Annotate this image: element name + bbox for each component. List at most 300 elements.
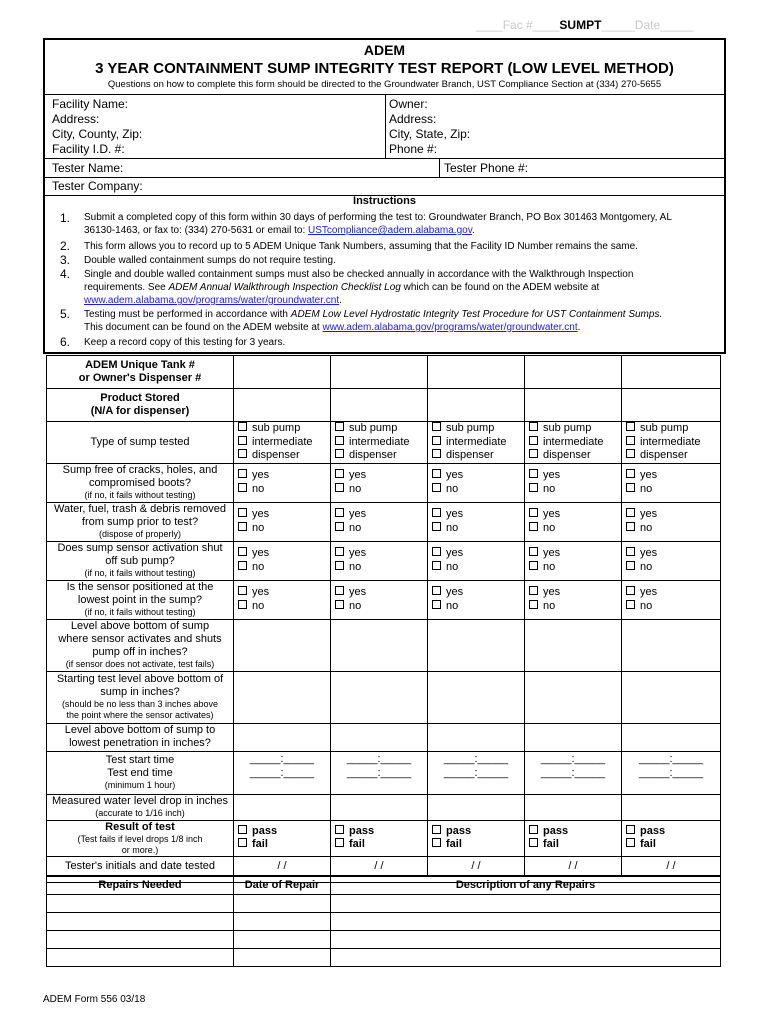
option-label: no [349, 560, 362, 573]
cracks-label [47, 463, 234, 502]
option-label: yes [446, 547, 464, 559]
sump-type-options [234, 422, 331, 464]
dispenser-checkbox[interactable] [335, 449, 427, 463]
option-label: no [640, 560, 653, 573]
yes-checkbox[interactable] [626, 547, 720, 561]
table-row [47, 949, 721, 967]
yes-checkbox[interactable] [626, 586, 720, 600]
no-checkbox[interactable] [335, 600, 427, 614]
facility-name-field[interactable]: Facility Name: [52, 97, 129, 111]
divider [439, 158, 440, 177]
test-time-label [47, 751, 234, 794]
option-label: fail [640, 838, 656, 850]
label-note: the point where the sensor activates) [66, 710, 214, 720]
fail-checkbox[interactable] [432, 838, 524, 852]
start-time-blank[interactable]: _____:_____ [443, 752, 509, 765]
yes-checkbox[interactable] [238, 469, 330, 483]
input-cell[interactable] [234, 671, 331, 723]
table-row [47, 913, 721, 931]
option-label: yes [446, 508, 464, 520]
yes-checkbox[interactable] [626, 469, 720, 483]
option-label: no [446, 560, 459, 573]
option-label: yes [446, 586, 464, 598]
input-cell[interactable] [331, 913, 721, 931]
sub-pump-checkbox[interactable] [335, 422, 427, 436]
starting-level-label [47, 671, 234, 723]
initials-date-cell[interactable]: / / [331, 856, 428, 876]
dispenser-checkbox[interactable] [432, 449, 524, 463]
form-tracking-line: ____Fac #____SUMPT_____Date_____ [476, 18, 694, 32]
option-label: pass [252, 824, 278, 837]
instruction-5-line-1 [84, 308, 720, 321]
label-note: or more.) [121, 844, 159, 855]
repairs-needed-header: Repairs Needed [47, 876, 234, 895]
input-cell[interactable] [234, 723, 331, 751]
sub-pump-checkbox[interactable] [432, 422, 524, 436]
end-time-blank[interactable]: _____:_____ [249, 766, 315, 779]
option-label: yes [252, 508, 270, 520]
intermediate-checkbox[interactable] [238, 436, 330, 450]
yes-checkbox[interactable] [335, 586, 427, 600]
fail-checkbox[interactable] [626, 838, 720, 852]
option-label: yes [252, 469, 270, 481]
instruction-4-line-2 [84, 281, 720, 294]
instruction-number: 2. [60, 239, 71, 253]
product-cell[interactable] [234, 389, 331, 422]
option-label: no [543, 599, 556, 612]
time-cell[interactable] [525, 751, 622, 794]
yes-no-options [622, 541, 721, 580]
table-row [47, 876, 721, 895]
instruction-1-line-2: 36130-1463, or fax to: (334) 270-5631 or email to: USTcompliance@adem.alabama.gov. [84, 225, 475, 236]
option-label: yes [543, 547, 561, 559]
option-label: fail [349, 838, 365, 850]
sub-pump-checkbox[interactable] [529, 422, 621, 436]
option-label: yes [640, 469, 658, 481]
input-cell[interactable] [331, 895, 721, 913]
option-label: yes [543, 586, 561, 598]
option-label: sub pump [543, 422, 592, 434]
label-line: Sump free of cracks, holes, and [62, 464, 218, 476]
yes-checkbox[interactable] [335, 469, 427, 483]
input-cell[interactable] [622, 723, 721, 751]
sumpt-label: SUMPT [559, 18, 602, 32]
initials-date-cell[interactable]: / / [428, 856, 525, 876]
initials-date-cell[interactable]: / / [525, 856, 622, 876]
product-cell[interactable] [331, 389, 428, 422]
table-row [47, 751, 721, 794]
instruction-number: 4. [60, 267, 71, 281]
no-checkbox[interactable] [529, 561, 621, 575]
no-checkbox[interactable] [626, 561, 720, 575]
yes-checkbox[interactable] [529, 508, 621, 522]
pass-checkbox[interactable] [335, 825, 427, 839]
no-checkbox[interactable] [238, 483, 330, 497]
input-cell[interactable] [525, 671, 622, 723]
owner-phone-field[interactable]: Phone #: [389, 142, 438, 156]
penetration-level-label [47, 723, 234, 751]
pass-fail-options [234, 820, 331, 856]
table-row [47, 356, 721, 389]
divider [43, 158, 726, 159]
start-time-blank[interactable]: _____:_____ [540, 752, 606, 765]
option-label: pass [446, 824, 472, 837]
intermediate-checkbox[interactable] [335, 436, 427, 450]
instruction-4-line-3: www.adem.alabama.gov/programs/water/groundwater.cnt. [84, 295, 342, 306]
input-cell[interactable] [525, 794, 622, 820]
tank-cell[interactable] [525, 356, 622, 389]
option-label: no [252, 599, 265, 612]
no-checkbox[interactable] [529, 483, 621, 497]
instruction-3: Double walled containment sumps do not require testing. [84, 255, 336, 266]
pass-checkbox[interactable] [238, 825, 330, 839]
no-checkbox[interactable] [432, 561, 524, 575]
intermediate-checkbox[interactable] [626, 436, 720, 450]
tester-company-field[interactable]: Tester Company: [52, 179, 143, 193]
initials-label: Tester's initials and date tested [47, 856, 234, 876]
input-cell[interactable] [622, 671, 721, 723]
label-line: Water, fuel, trash & debris removed [54, 503, 226, 515]
no-checkbox[interactable] [335, 483, 427, 497]
yes-no-options [234, 541, 331, 580]
no-checkbox[interactable] [238, 522, 330, 536]
option-label: intermediate [252, 435, 313, 448]
option-label: no [543, 482, 556, 495]
yes-checkbox[interactable] [238, 547, 330, 561]
no-checkbox[interactable] [529, 522, 621, 536]
option-label: sub pump [349, 422, 398, 434]
yes-checkbox[interactable] [432, 469, 524, 483]
yes-checkbox[interactable] [626, 508, 720, 522]
form-title: 3 YEAR CONTAINMENT SUMP INTEGRITY TEST REPORT (LOW LEVEL METHOD) [95, 60, 674, 77]
no-checkbox[interactable] [238, 561, 330, 575]
input-cell[interactable] [47, 913, 234, 931]
input-cell[interactable] [428, 723, 525, 751]
pass-checkbox[interactable] [626, 825, 720, 839]
label-line: lowest point in the sump? [77, 594, 203, 606]
sensor-position-label [47, 580, 234, 619]
owner-address-field[interactable]: Address: [389, 112, 437, 126]
table-row [47, 422, 721, 464]
no-checkbox[interactable] [432, 522, 524, 536]
facility-city-field[interactable]: City, County, Zip: [52, 127, 143, 141]
instruction-number: 5. [60, 307, 71, 321]
label-line: off sub pump? [105, 555, 175, 567]
option-label: no [252, 482, 265, 495]
form-number: ADEM Form 556 03/18 [43, 994, 146, 1005]
label-line: Level above bottom of sump to [64, 724, 216, 736]
no-checkbox[interactable] [335, 561, 427, 575]
end-time-blank[interactable]: _____:_____ [540, 766, 606, 779]
option-label: dispenser [446, 449, 494, 461]
label-note: (minimum 1 hour) [104, 780, 176, 790]
no-checkbox[interactable] [432, 600, 524, 614]
initials-date-cell[interactable]: / / [234, 856, 331, 876]
end-time-blank[interactable]: _____:_____ [346, 766, 412, 779]
sump-type-options [525, 422, 622, 464]
end-time-blank[interactable]: _____:_____ [638, 766, 704, 779]
yes-checkbox[interactable] [238, 508, 330, 522]
label-line: Does sump sensor activation shut [57, 542, 223, 554]
product-cell[interactable] [622, 389, 721, 422]
input-cell[interactable] [622, 619, 721, 671]
tank-number-label [47, 356, 234, 389]
label-line: sump in inches? [100, 686, 180, 698]
input-cell[interactable] [234, 949, 331, 967]
intermediate-checkbox[interactable] [529, 436, 621, 450]
table-row [47, 895, 721, 913]
option-label: pass [543, 824, 569, 837]
product-cell[interactable] [428, 389, 525, 422]
table-row [47, 794, 721, 820]
option-label: yes [446, 469, 464, 481]
date-label: Date [634, 18, 661, 32]
dispenser-checkbox[interactable] [529, 449, 621, 463]
input-cell[interactable] [331, 794, 428, 820]
option-label: no [640, 521, 653, 534]
option-label: sub pump [640, 422, 689, 434]
yes-no-options [234, 580, 331, 619]
option-label: yes [252, 547, 270, 559]
option-label: yes [543, 508, 561, 520]
instruction-6: Keep a record copy of this testing for 3 years. [84, 337, 286, 348]
label-note: (accurate to 1/16 inch) [95, 808, 185, 818]
label-line: Result of test [105, 820, 175, 833]
repair-description-header: Description of any Repairs [331, 876, 721, 895]
intermediate-checkbox[interactable] [432, 436, 524, 450]
yes-no-options [428, 541, 525, 580]
yes-no-options [622, 502, 721, 541]
date-of-repair-header: Date of Repair [234, 876, 331, 895]
instruction-5-text: Testing must be performed in accordance with [84, 309, 288, 320]
yes-checkbox[interactable] [529, 586, 621, 600]
option-label: no [349, 521, 362, 534]
pass-checkbox[interactable] [432, 825, 524, 839]
label-line: pump off in inches? [92, 646, 188, 658]
yes-checkbox[interactable] [432, 547, 524, 561]
sump-type-options [331, 422, 428, 464]
owner-city-field[interactable]: City, State, Zip: [389, 127, 471, 141]
input-cell[interactable] [525, 619, 622, 671]
input-cell[interactable] [428, 671, 525, 723]
yes-no-options [234, 463, 331, 502]
yes-checkbox[interactable] [432, 586, 524, 600]
label-line: compromised boots? [88, 477, 192, 489]
dispenser-checkbox[interactable] [238, 449, 330, 463]
time-cell[interactable] [234, 751, 331, 794]
yes-no-options [525, 502, 622, 541]
option-label: fail [543, 838, 559, 850]
yes-no-options [622, 463, 721, 502]
level-drop-label [47, 794, 234, 820]
yes-checkbox[interactable] [529, 469, 621, 483]
input-cell[interactable] [525, 723, 622, 751]
yes-no-options [331, 541, 428, 580]
no-checkbox[interactable] [238, 600, 330, 614]
fail-checkbox[interactable] [529, 838, 621, 852]
instruction-1 [84, 211, 720, 237]
option-label: fail [446, 838, 462, 850]
instruction-5-line-2: This document can be found on the ADEM website at www.adem.alabama.gov/programs/water/groundwater.cnt. [84, 322, 581, 333]
label-note: (if no, it fails without testing) [84, 568, 196, 578]
time-cell[interactable] [428, 751, 525, 794]
no-checkbox[interactable] [626, 600, 720, 614]
input-cell[interactable] [234, 895, 331, 913]
dispenser-checkbox[interactable] [626, 449, 720, 463]
input-cell[interactable] [428, 794, 525, 820]
sump-type-options [622, 422, 721, 464]
option-label: pass [640, 824, 666, 837]
table-row [47, 671, 721, 723]
start-time-blank[interactable]: _____:_____ [249, 752, 315, 765]
option-label: intermediate [349, 435, 410, 448]
option-label: yes [640, 508, 658, 520]
tank-cell[interactable] [428, 356, 525, 389]
pass-fail-options [428, 820, 525, 856]
instruction-number: 6. [60, 335, 71, 349]
option-label: dispenser [543, 449, 591, 461]
option-label: dispenser [252, 449, 300, 461]
input-cell[interactable] [331, 671, 428, 723]
option-label: fail [252, 838, 268, 850]
start-time-blank[interactable]: _____:_____ [638, 752, 704, 765]
option-label: no [349, 599, 362, 612]
no-checkbox[interactable] [432, 483, 524, 497]
test-procedure-title: ADEM Low Level Hydrostatic Integrity Test Procedure for UST Containment Sumps. [290, 309, 663, 320]
time-cell[interactable] [622, 751, 721, 794]
form-subtitle: Questions on how to complete this form should be directed to the Groundwater Branch, UST Compliance Section at (334) 270-5655 [107, 79, 662, 90]
label-line: ADEM Unique Tank # [85, 359, 195, 371]
table-row [47, 820, 721, 856]
yes-no-options [331, 463, 428, 502]
pass-checkbox[interactable] [529, 825, 621, 839]
tester-name-field[interactable]: Tester Name: [52, 161, 124, 175]
activation-level-label [47, 619, 234, 671]
no-checkbox[interactable] [626, 522, 720, 536]
tank-cell[interactable] [331, 356, 428, 389]
pass-fail-options [331, 820, 428, 856]
label-note: (should be no less than 3 inches above [61, 699, 219, 709]
input-cell[interactable] [622, 794, 721, 820]
walkthrough-checklist-title: ADEM Annual Walkthrough Inspection Checklist Log [168, 282, 401, 293]
fail-checkbox[interactable] [238, 838, 330, 852]
yes-no-options [525, 541, 622, 580]
label-line: (N/A for dispenser) [90, 405, 190, 417]
input-cell[interactable] [331, 723, 428, 751]
facility-id-field[interactable]: Facility I.D. #: [52, 142, 125, 156]
yes-no-options [428, 463, 525, 502]
tank-cell[interactable] [234, 356, 331, 389]
option-label: yes [640, 547, 658, 559]
option-label: yes [349, 547, 367, 559]
tester-phone-field[interactable]: Tester Phone #: [444, 161, 529, 175]
label-line: from sump prior to test? [81, 516, 199, 528]
yes-checkbox[interactable] [432, 508, 524, 522]
yes-no-options [525, 463, 622, 502]
label-note: (Test fails if level drops 1/8 inch [77, 833, 203, 844]
label-note: (if no, it fails without testing) [84, 607, 196, 617]
pass-fail-options [622, 820, 721, 856]
label-line: Test end time [107, 767, 173, 779]
yes-checkbox[interactable] [529, 547, 621, 561]
no-checkbox[interactable] [335, 522, 427, 536]
adem-website-link[interactable]: www.adem.alabama.gov/programs/water/groundwater.cnt [84, 295, 340, 306]
label-line: Test start time [105, 754, 175, 766]
table-row [47, 931, 721, 949]
option-label: yes [349, 586, 367, 598]
input-cell[interactable] [234, 794, 331, 820]
input-cell[interactable] [47, 949, 234, 967]
option-label: intermediate [640, 435, 701, 448]
option-label: yes [349, 469, 367, 481]
option-label: no [543, 560, 556, 573]
end-time-blank[interactable]: _____:_____ [443, 766, 509, 779]
instruction-5 [84, 308, 720, 334]
time-cell[interactable] [331, 751, 428, 794]
fail-checkbox[interactable] [335, 838, 427, 852]
input-cell[interactable] [234, 619, 331, 671]
input-cell[interactable] [331, 619, 428, 671]
start-time-blank[interactable]: _____:_____ [346, 752, 412, 765]
email-link[interactable]: USTcompliance@adem.alabama.gov [308, 225, 472, 236]
repairs-table [46, 875, 721, 967]
instruction-5-text-2: This document can be found on the ADEM website at [84, 322, 320, 333]
yes-checkbox[interactable] [238, 586, 330, 600]
table-row [47, 502, 721, 541]
label-line: or Owner's Dispenser # [78, 372, 202, 384]
instruction-4-text-2: which can be found on the ADEM website at [403, 282, 600, 293]
label-note: (if no, it fails without testing) [84, 490, 196, 500]
table-row [47, 619, 721, 671]
product-cell[interactable] [525, 389, 622, 422]
input-cell[interactable] [47, 931, 234, 949]
option-label: sub pump [252, 422, 301, 434]
result-label [47, 820, 234, 856]
owner-field[interactable]: Owner: [389, 97, 428, 111]
yes-checkbox[interactable] [335, 547, 427, 561]
tank-cell[interactable] [622, 356, 721, 389]
divider [43, 177, 726, 178]
option-label: yes [252, 586, 270, 598]
instructions-title: Instructions [353, 195, 416, 207]
initials-date-cell[interactable]: / / [622, 856, 721, 876]
yes-checkbox[interactable] [335, 508, 427, 522]
input-cell[interactable] [47, 895, 234, 913]
adem-website-link[interactable]: www.adem.alabama.gov/programs/water/groundwater.cnt [322, 322, 578, 333]
sump-type-label: Type of sump tested [47, 422, 234, 464]
option-label: no [446, 521, 459, 534]
option-label: no [252, 521, 265, 534]
facility-address-field[interactable]: Address: [52, 112, 100, 126]
sub-pump-checkbox[interactable] [626, 422, 720, 436]
input-cell[interactable] [234, 913, 331, 931]
input-cell[interactable] [428, 619, 525, 671]
option-label: yes [640, 586, 658, 598]
divider [385, 94, 386, 158]
label-line: Starting test level above bottom of [56, 673, 224, 685]
sub-pump-checkbox[interactable] [238, 422, 330, 436]
no-checkbox[interactable] [529, 600, 621, 614]
no-checkbox[interactable] [626, 483, 720, 497]
input-cell[interactable] [331, 931, 721, 949]
option-label: pass [349, 824, 375, 837]
input-cell[interactable] [331, 949, 721, 967]
input-cell[interactable] [234, 931, 331, 949]
yes-no-options [622, 580, 721, 619]
option-label: dispenser [640, 449, 688, 461]
option-label: no [349, 482, 362, 495]
label-line: Is the sensor positioned at the [66, 581, 214, 593]
